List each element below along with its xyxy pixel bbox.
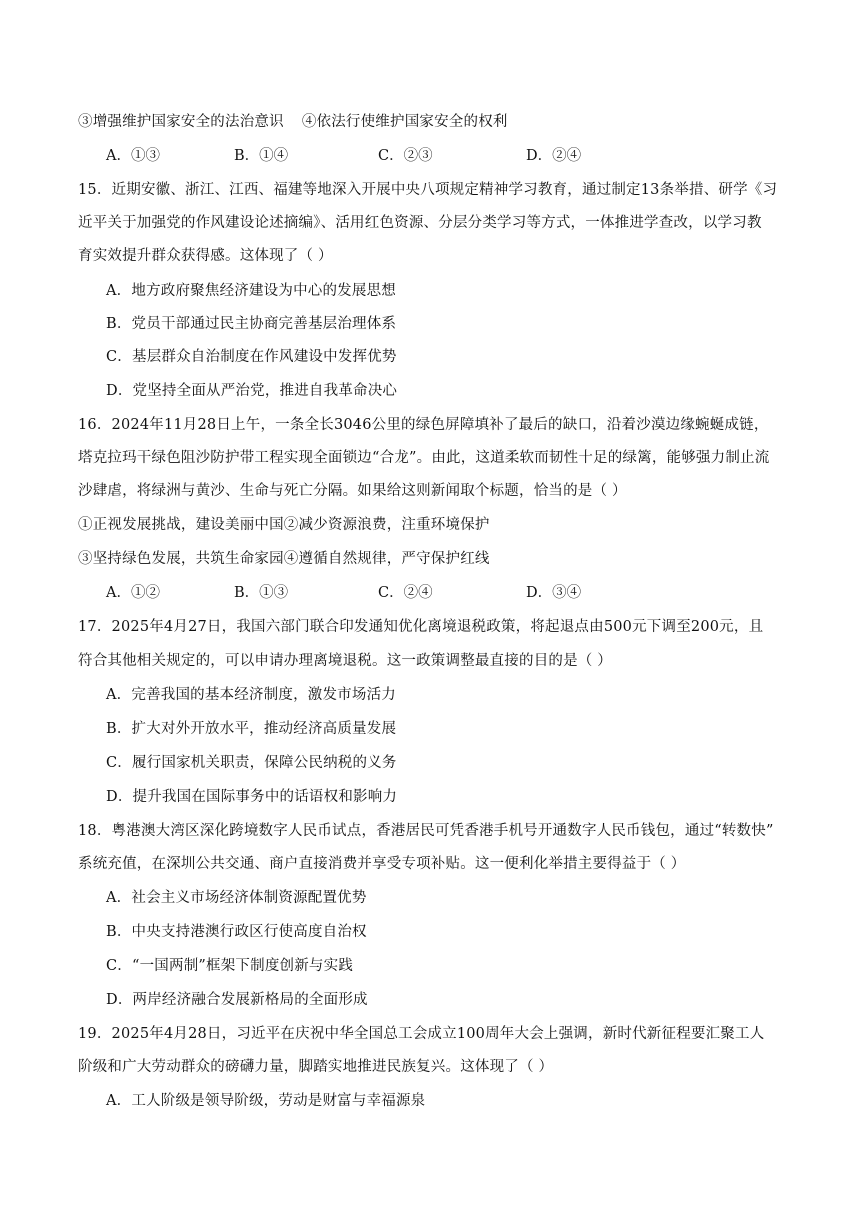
q17-option-d[interactable]: D．提升我国在国际事务中的话语权和影响力 [106, 789, 398, 805]
q15-stem-line-1: 15．近期安徽、浙江、江西、福建等地深入开展中央八项规定精神学习教育，通过制定13条举措、研学《习 [78, 182, 778, 198]
q15-option-a[interactable]: A．地方政府聚焦经济建设为中心的发展思想 [106, 283, 396, 299]
q19-stem-line-2: 阶级和广大劳动群众的磅礴力量，脚踏实地推进民族复兴。这体现了（ ） [78, 1059, 554, 1075]
q18-stem-line-2: 系统充值，在深圳公共交通、商户直接消费并享受专项补贴。这一便利化举措主要得益于（ ） [78, 856, 686, 872]
q17-stem-line-2: 符合其他相关规定的，可以申请办理离境退税。这一政策调整最直接的目的是（ ） [78, 653, 613, 669]
q17-stem-line-1: 17．2025年4月27日，我国六部门联合印发通知优化离境退税政策，将起退点由500元下调至200元，且 [78, 619, 764, 635]
q16-stem-line-3: 沙肆虐，将绿洲与黄沙、生命与死亡分隔。如果给这则新闻取个标题，恰当的是（ ） [78, 483, 627, 499]
q14-option-b[interactable]: B．①④ [234, 148, 289, 164]
q17-option-b[interactable]: B．扩大对外开放水平，推动经济高质量发展 [106, 721, 397, 737]
q15-option-d[interactable]: D．党坚持全面从严治党，推进自我革命决心 [106, 383, 398, 399]
q16-stem-line-1: 16．2024年11月28日上午，一条全长3046公里的绿色屏障填补了最后的缺口，沿着沙漠边缘蜿蜒成链， [78, 417, 769, 433]
q15-stem-line-2: 近平关于加强党的作风建设论述摘编》、活用红色资源、分层分类学习等方式，一体推进学查改，以学习教 [78, 215, 762, 231]
q14-option-c[interactable]: C．②③ [378, 148, 433, 164]
q15-stem-line-3: 育实效提升群众获得感。这体现了（ ） [78, 248, 333, 264]
q16-statements-line-1: ①正视发展挑战，建设美丽中国②减少资源浪费，注重环境保护 [78, 517, 490, 533]
q18-option-a[interactable]: A．社会主义市场经济体制资源配置优势 [106, 890, 367, 906]
q18-option-b[interactable]: B．中央支持港澳行政区行使高度自治权 [106, 924, 367, 940]
q15-option-b[interactable]: B．党员干部通过民主协商完善基层治理体系 [106, 316, 397, 332]
q18-stem-line-1: 18．粤港澳大湾区深化跨境数字人民币试点，香港居民可凭香港手机号开通数字人民币钱包，通过“转数快” [78, 823, 774, 839]
q14-option-a[interactable]: A．①③ [106, 148, 160, 164]
q16-option-d[interactable]: D．③④ [526, 585, 582, 601]
q18-option-c[interactable]: C．“一国两制”框架下制度创新与实践 [106, 958, 354, 974]
q19-option-a[interactable]: A．工人阶级是领导阶级，劳动是财富与幸福源泉 [106, 1093, 426, 1109]
q14-statement-4: ④依法行使维护国家安全的权利 [301, 114, 508, 130]
q16-option-b[interactable]: B．①③ [234, 585, 289, 601]
q16-option-a[interactable]: A．①② [106, 585, 160, 601]
q17-option-a[interactable]: A．完善我国的基本经济制度，激发市场活力 [106, 687, 396, 703]
q16-stem-line-2: 塔克拉玛干绿色阻沙防护带工程实现全面锁边“合龙”。由此，这道柔软而韧性十足的绿篱，能够强力制止流 [78, 450, 770, 466]
q15-option-c[interactable]: C．基层群众自治制度在作风建设中发挥优势 [106, 349, 397, 365]
q14-option-d[interactable]: D．②④ [526, 148, 582, 164]
q18-option-d[interactable]: D．两岸经济融合发展新格局的全面形成 [106, 992, 368, 1008]
q16-statements-line-2: ③坚持绿色发展，共筑生命家园④遵循自然规律，严守保护红线 [78, 551, 490, 567]
q17-option-c[interactable]: C．履行国家机关职责，保障公民纳税的义务 [106, 755, 397, 771]
q19-stem-line-1: 19．2025年4月28日，习近平在庆祝中华全国总工会成立100周年大会上强调，新时代新征程要汇聚工人 [78, 1026, 765, 1042]
q16-option-c[interactable]: C．②④ [378, 585, 433, 601]
q14-statements [78, 112, 508, 132]
q14-statement-3: ③增强维护国家安全的法治意识 [78, 114, 284, 130]
